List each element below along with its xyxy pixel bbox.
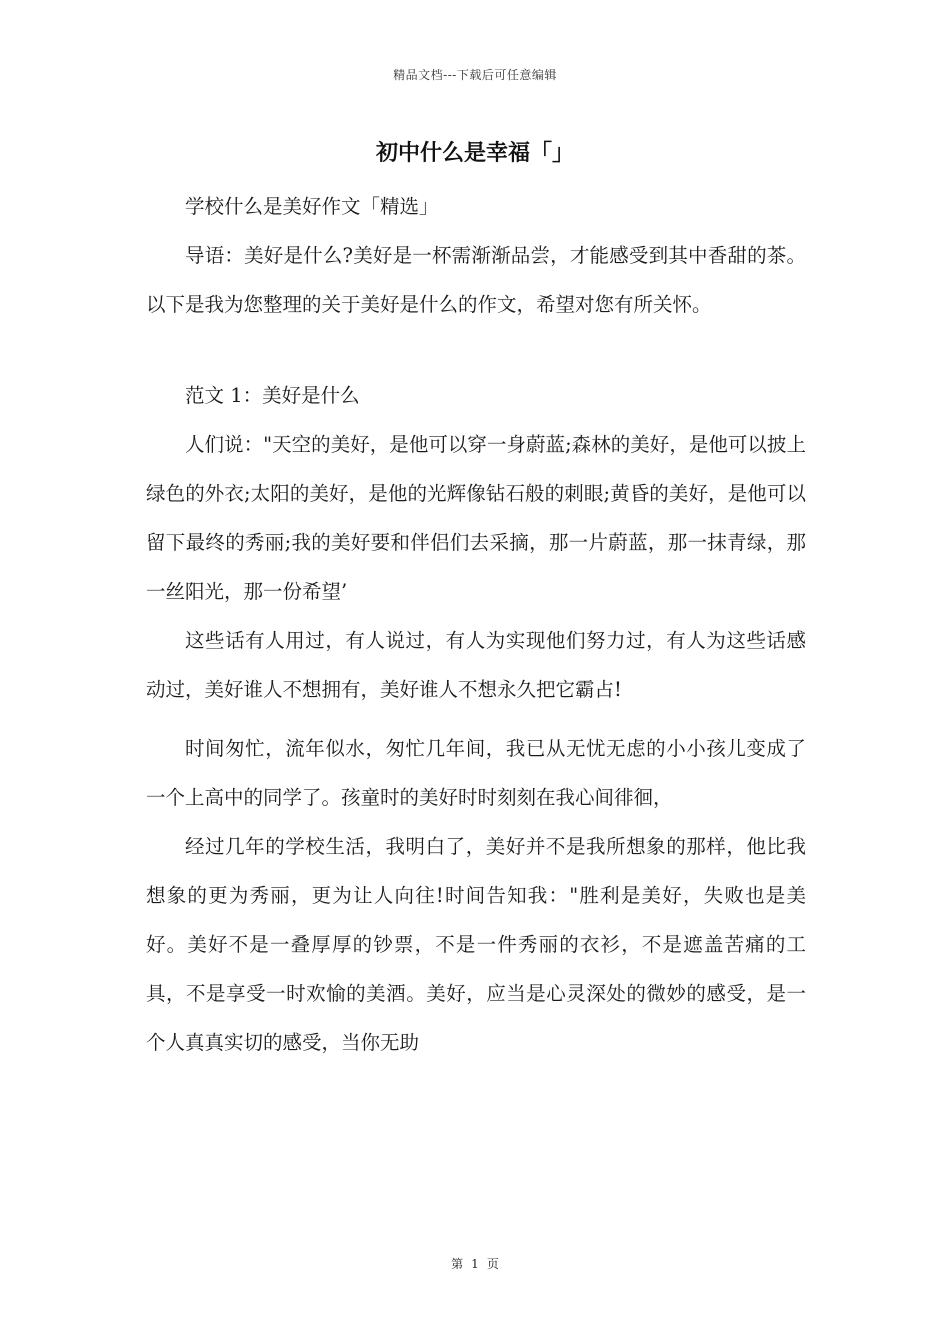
paragraph-section-heading: 范文 1：美好是什么 [185,384,360,407]
paragraph-subtitle: 学校什么是美好作文「精选」 [185,195,439,218]
document-body [146,182,806,1067]
page-label-suffix: 页 [486,1257,499,1271]
paragraph-spacer [146,329,806,371]
page-header: 精品文档---下载后可任意编辑 [393,68,557,82]
page-footer [0,1255,950,1272]
paragraph-body: 这些话有人用过，有人说过，有人为实现他们努力过，有人为这些话感动过，美好谁人不想拥有，美好谁人不想永久把它霸占! [146,629,806,701]
paragraph-body: 经过几年的学校生活，我明白了，美好并不是我所想象的那样，他比我想象的更为秀丽，更为让人向往!时间告知我："胜利是美好，失败也是美好。美好不是一叠厚厚的钞票，不是一件秀丽的衣衫，不是遮盖苦痛的工具，不是享受一时欢愉的美酒。美好，应当是心灵深处的微妙的感受，是一个人真真实切的感受，当你无助 [146,835,806,1054]
paragraph-spacer [146,714,806,724]
paragraph-body: 时间匆忙，流年似水，匆忙几年间，我已从无忧无虑的小小孩儿变成了一个上高中的同学了。孩童时的美好时时刻刻在我心间徘徊， [146,737,806,809]
document-title: 初中什么是幸福「」 [375,140,574,166]
page-number: 1 [471,1257,479,1271]
paragraph-body: 人们说："天空的美好，是他可以穿一身蔚蓝;森林的美好，是他可以披上绿色的外衣;太阳的美好，是他的光辉像钻石般的刺眼;黄昏的美好，是他可以留下最终的秀丽;我的美好要和伴侣们去采摘，那一片蔚蓝，那一抹青绿，那一丝阳光，那一份希望’ [146,433,806,603]
paragraph-intro: 导语：美好是什么?美好是一杯需渐渐品尝，才能感受到其中香甜的茶。以下是我为您整理的关于美好是什么的作文，希望对您有所关怀。 [146,244,806,316]
page-label-prefix: 第 [451,1257,464,1271]
